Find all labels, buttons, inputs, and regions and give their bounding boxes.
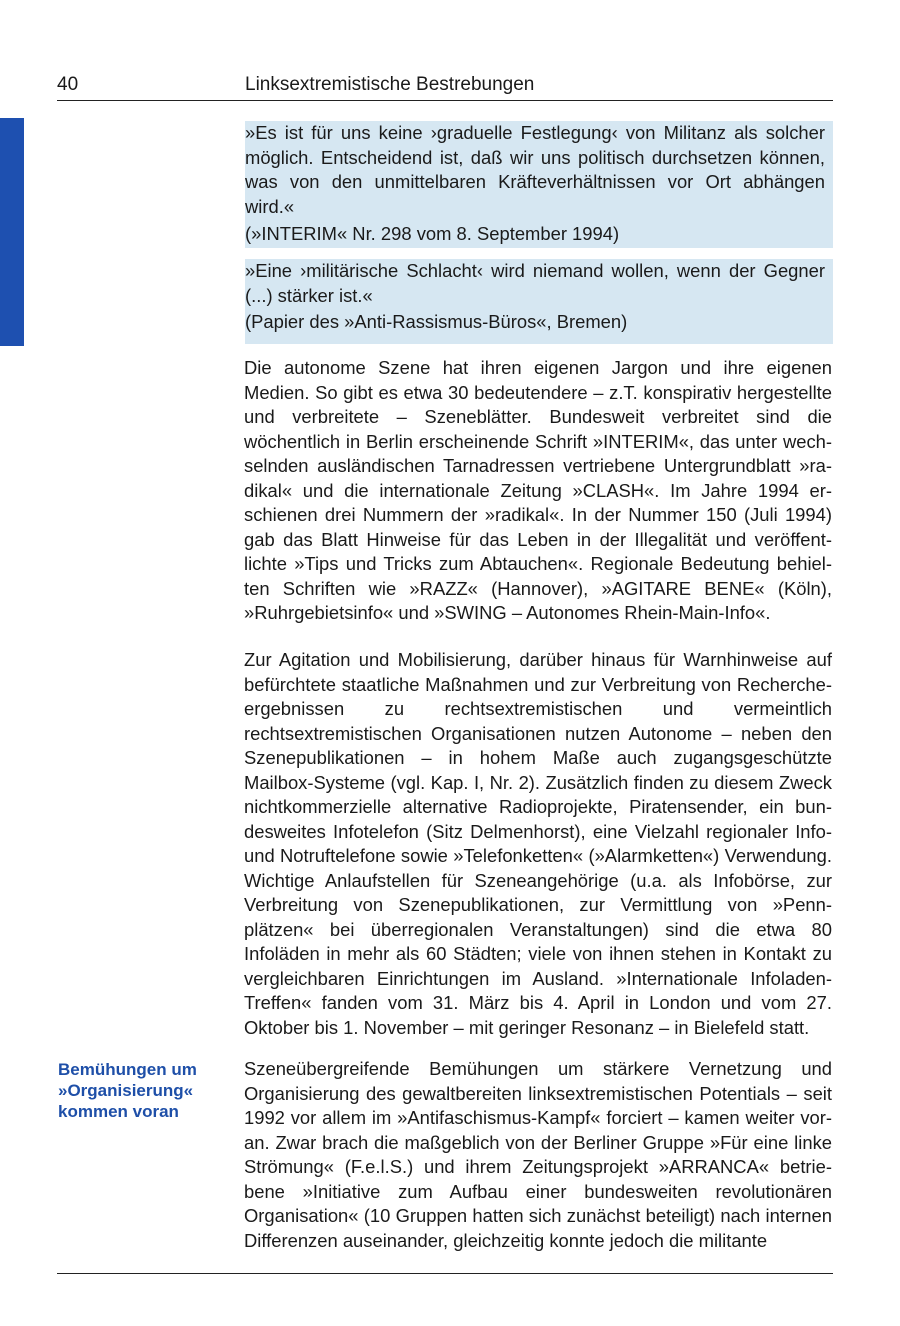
page-header xyxy=(57,72,833,101)
quote-source: (Papier des »Anti-Rassismus-Büros«, Bremen) xyxy=(245,311,628,333)
body-paragraph-3 xyxy=(244,1057,832,1253)
page-number: 40 xyxy=(57,74,79,95)
margin-note-line: Bemühungen um xyxy=(58,1060,197,1079)
quote-text: »Eine ›militärische Schlacht‹ wird niemand wollen, wenn der Gegner (...) stärker ist.« xyxy=(245,260,825,306)
body-paragraph-2 xyxy=(244,648,832,1040)
paragraph-text: Szeneübergreifende Bemühungen um stärkere Vernetzung und Organisierung des gewaltbereiten linksextremistischen Potentials – seit 1992 vor allem im »Antifaschismus-Kampf« forciert – kamen weiter voran. Zwar brach die maßgeblich von der Berliner Gruppe »Für eine linke Strömung« (F.e.l.S.) und ihrem Zeitungsprojekt »ARRANCA« betriebene »Initiative zum Aufbau einer bundesweiten revolutionären Organisation« (10 Gruppen hatten sich zunächst beteiligt) nach internen Differenzen auseinander, gleichzeitig konnte jedoch die militante xyxy=(244,1058,832,1251)
margin-note-line: kommen voran xyxy=(58,1102,179,1121)
paragraph-text: Die autonome Szene hat ihren eigenen Jargon und ihre eigenen Medien. So gibt es etwa 30 bedeutendere – z.T. konspirativ hergestellte und verbreitete – Szeneblätter. Bundesweit verbreitet sind die wöchentlich in Berlin erscheinende Schrift »INTERIM«, das unter wechselnden ausländischen Tarnadressen vertriebene Untergrundblatt »radikal« und die internationale Zeitung »CLASH«. Im Jahre 1994 erschienen drei Nummern der »radikal«. In der Nummer 150 (Juli 1994) gab das Blatt Hinweise für das Leben in der Illegalität und veröffentlichte »Tips und Tricks zum Abtauchen«. Regionale Bedeutung behielten Schriften wie »RAZZ« (Hannover), »AGITARE BENE« (Köln), »Ruhrgebietsinfo« und »SWING – Autonomes Rhein-Main-Info«. xyxy=(244,357,832,623)
running-title: Linksextremistische Bestrebungen xyxy=(245,74,535,95)
quote-text: »Es ist für uns keine ›graduelle Festlegung‹ von Militanz als solcher möglich. Entscheidend ist, daß wir uns politisch durchsetzen können, was von den unmittelbaren Kräfteverhältnissen vor Ort abhängen wird.« xyxy=(245,122,825,218)
margin-note-line: »Organisierung« xyxy=(58,1081,194,1100)
footer-rule xyxy=(57,1273,833,1274)
quote-box-2 xyxy=(245,259,833,344)
quote-source: (»INTERIM« Nr. 298 vom 8. September 1994) xyxy=(245,222,620,244)
body-paragraph-1 xyxy=(244,356,832,626)
paragraph-text: Zur Agitation und Mobilisierung, darüber hinaus für Warnhinweise auf befürchtete staatliche Maßnahmen und zur Verbreitung von Rechercheergebnissen zu rechtsextremistischen und vermeintlich rechtsextremistischen Organisationen nutzen Autonome – neben den Szenepublikationen – in hohem Maße auch zugangsgeschützte Mailbox-Systeme (vgl. Kap. I, Nr. 2). Zusätzlich finden zu diesem Zweck nichtkommerzielle alternative Radioprojekte, Piratensender, ein bundesweites Infotelefon (Sitz Delmenhorst), eine Vielzahl regionaler Info- und Notruftelefone sowie »Telefonketten« (»Alarmketten«) Verwendung. Wichtige Anlaufstellen für Szeneangehörige (u.a. als Infobörse, zur Verbreitung von Szenepublikationen, zur Vermittlung von »Pennplätzen« bei überregionalen Veranstaltungen) sind die etwa 80 Infoläden in mehr als 60 Städten; viele von ihnen stehen in Kontakt zu vergleichbaren Einrichtungen im Ausland. »Internationale Infoladen-Treffen« fanden vom 31. März bis 4. April in London und vom 27. Oktober bis 1. November – mit geringer Resonanz – in Bielefeld statt. xyxy=(244,649,832,1038)
quote-box-1 xyxy=(245,121,833,248)
chapter-marker-bar xyxy=(0,118,24,346)
margin-note xyxy=(58,1059,218,1122)
